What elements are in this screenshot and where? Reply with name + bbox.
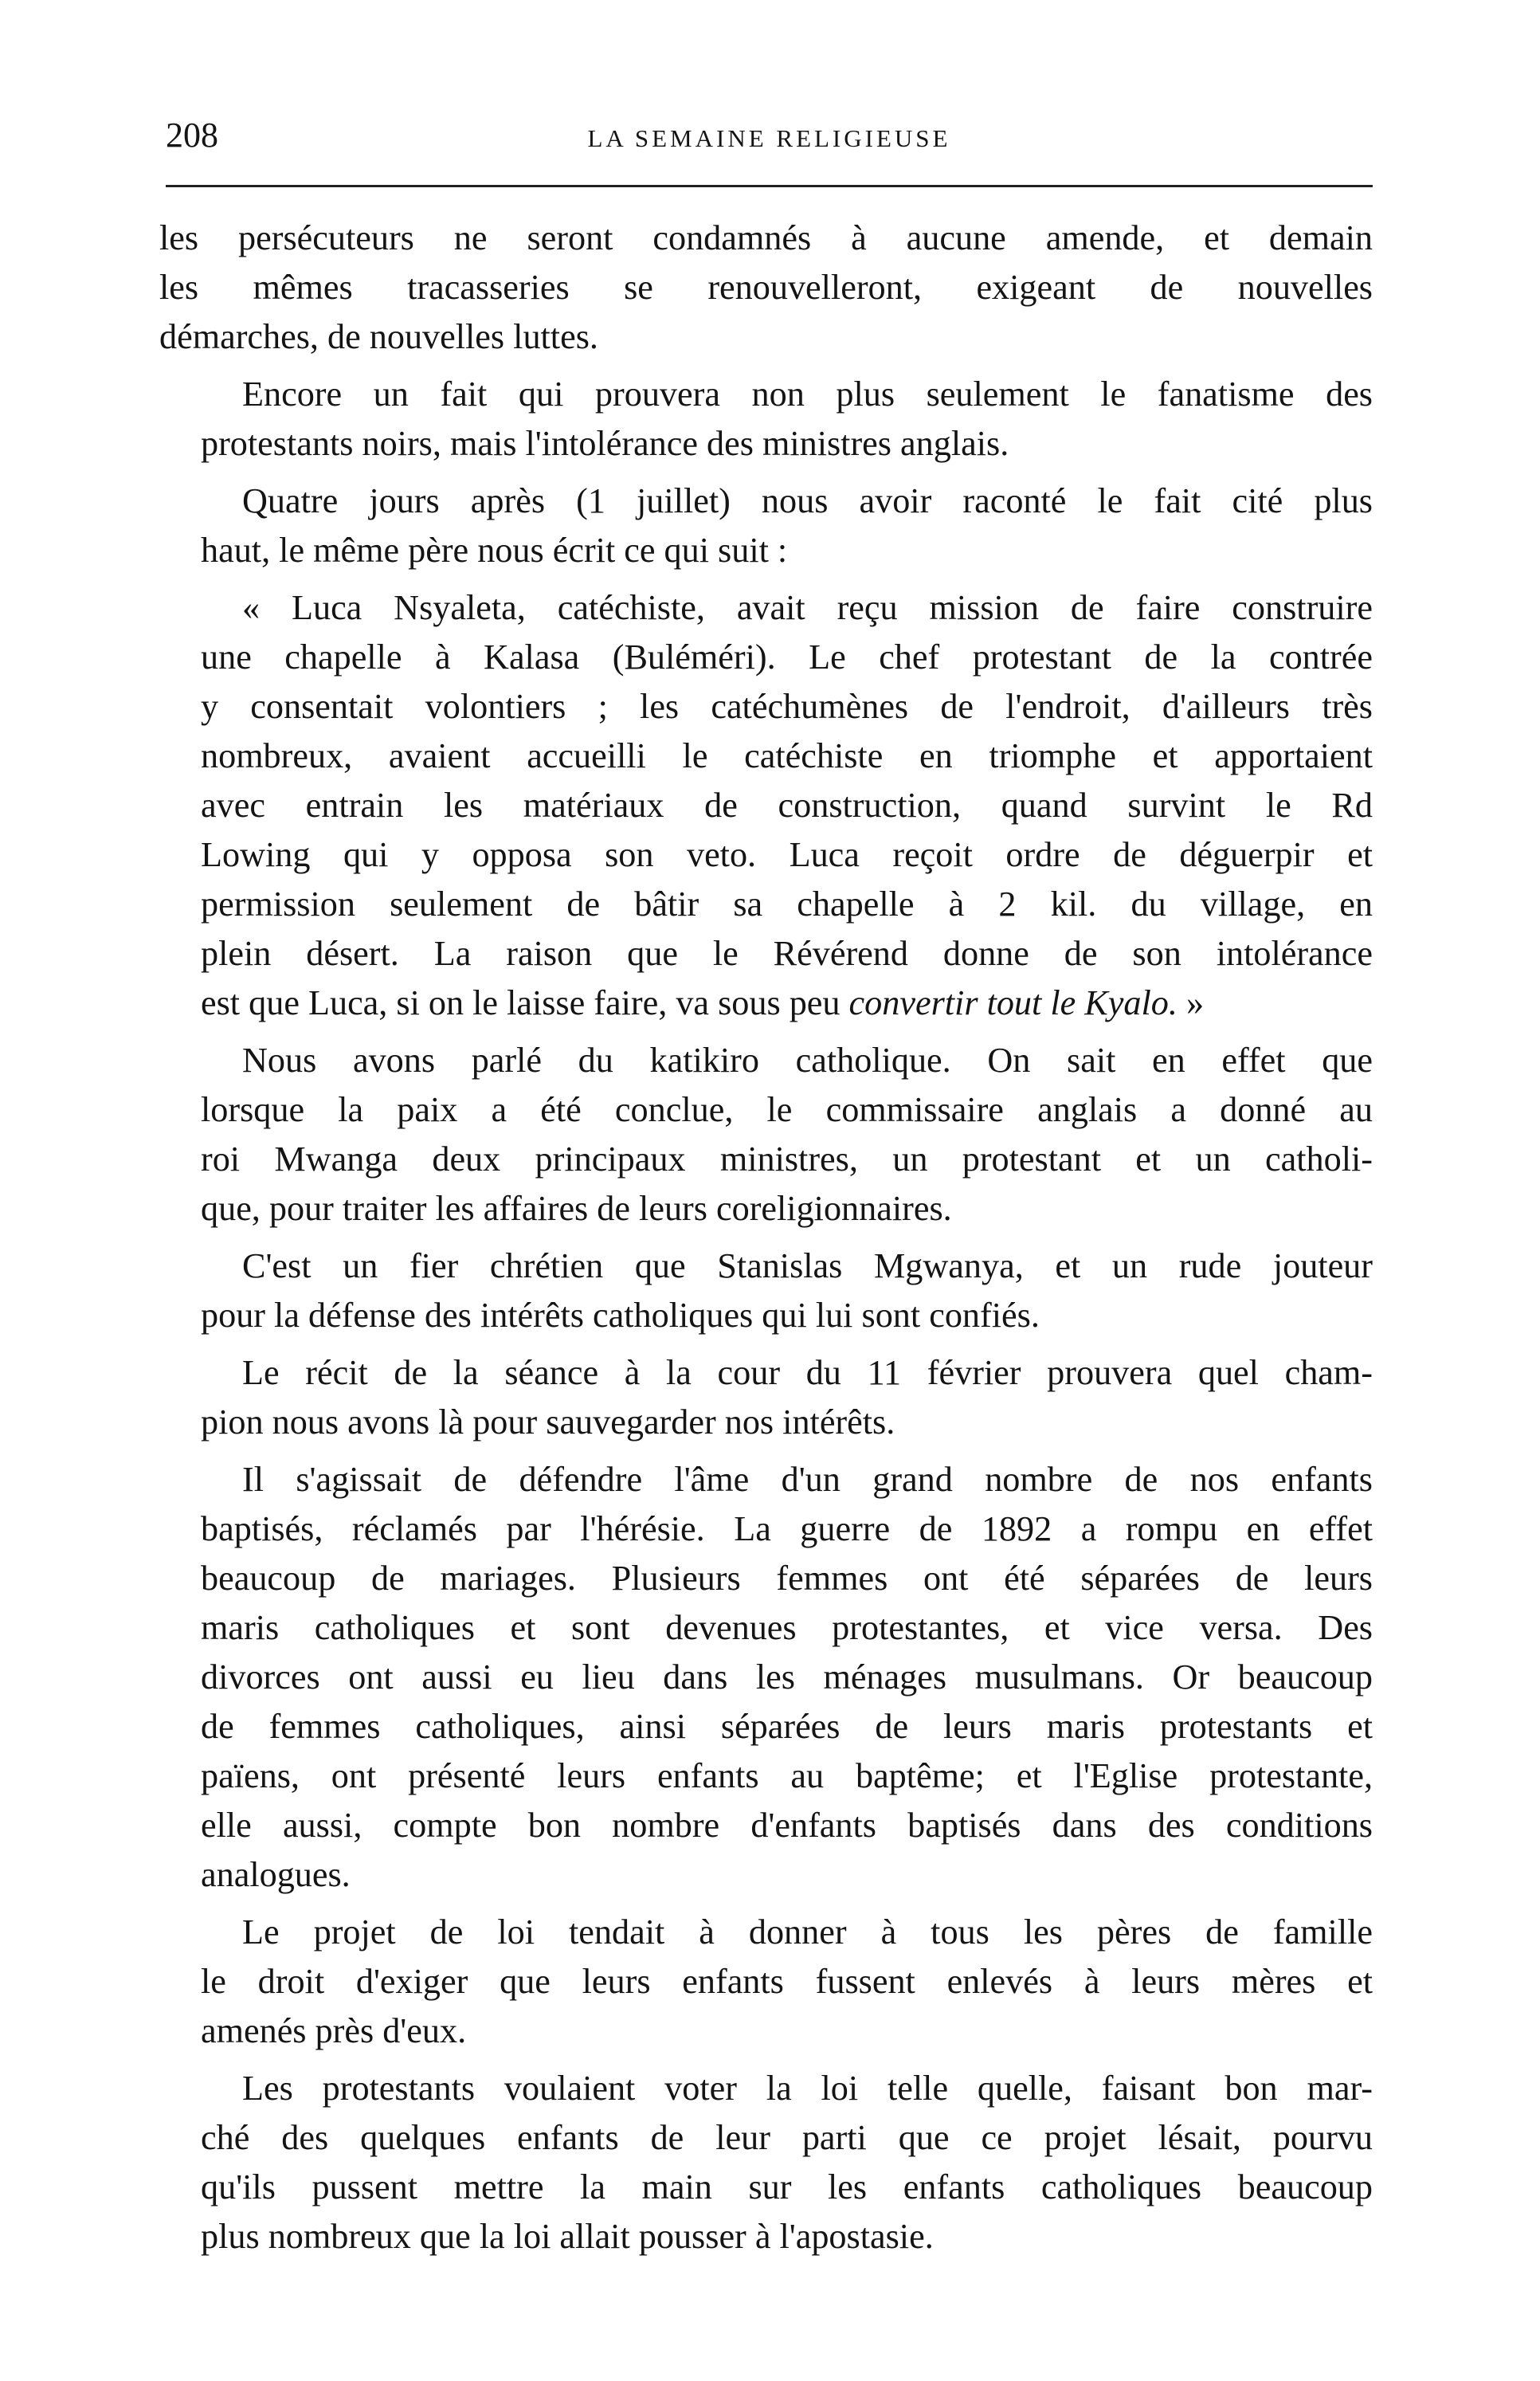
paragraph-7: [159, 1348, 1373, 1447]
text-line: permission seulement de bâtir sa chapelle à 2 kil. du village, en: [201, 885, 1373, 924]
text-line: Il s'agissait de défendre l'âme d'un grand nombre de nos enfants: [242, 1460, 1373, 1499]
paragraph-1: [159, 214, 1373, 362]
text-line: C'est un fier chrétien que Stanislas Mgwanya, et un rude jouteur: [242, 1246, 1373, 1285]
text-line: Le projet de loi tendait à donner à tous les pères de famille: [242, 1912, 1373, 1951]
paragraph-10: [159, 2064, 1373, 2261]
text-line: Le récit de la séance à la cour du 11 février prouvera quel cham-: [242, 1353, 1373, 1392]
text-line: Nous avons parlé du katikiro catholique. On sait en effet que: [242, 1041, 1373, 1080]
italic-phrase: convertir tout le Kyalo.: [848, 983, 1178, 1022]
body-text: [159, 214, 1373, 2269]
paragraph-9: [159, 1908, 1373, 2056]
page-header: [166, 112, 1373, 159]
text-line: pion nous avons là pour sauvegarder nos intérêts.: [201, 1402, 895, 1442]
text-line: nombreux, avaient accueilli le catéchiste en triomphe et apportaient: [201, 736, 1373, 775]
closing-quote: »: [1177, 983, 1205, 1022]
text-line: une chapelle à Kalasa (Buléméri). Le chef protestant de la contrée: [201, 637, 1373, 677]
text-line: païens, ont présenté leurs enfants au baptême; et l'Eglise protestante,: [201, 1756, 1373, 1795]
text-line: maris catholiques et sont devenues protestantes, et vice versa. Des: [201, 1608, 1373, 1647]
text-line: roi Mwanga deux principaux ministres, un protestant et un catholi-: [201, 1140, 1373, 1179]
text-line: de femmes catholiques, ainsi séparées de leurs maris protestants et: [201, 1707, 1373, 1746]
paragraph-2: [159, 370, 1373, 469]
text-line: analogues.: [201, 1855, 351, 1894]
paragraph-8: [159, 1455, 1373, 1900]
paragraph-5: [159, 1036, 1373, 1234]
text-line: les persécuteurs ne seront condamnés à aucune amende, et demain: [159, 218, 1373, 257]
text-line: amenés près d'eux.: [201, 2011, 467, 2050]
text-line: Quatre jours après (1 juillet) nous avoir raconté le fait cité plus: [242, 481, 1373, 520]
text-line: divorces ont aussi eu lieu dans les ménages musulmans. Or beaucoup: [201, 1657, 1373, 1697]
text-line: y consentait volontiers ; les catéchumènes de l'endroit, d'ailleurs très: [201, 687, 1373, 726]
text-line: plein désert. La raison que le Révérend donne de son intolérance: [201, 934, 1373, 973]
text-line: « Luca Nsyaleta, catéchiste, avait reçu mission de faire construire: [242, 588, 1373, 627]
paragraph-6: [159, 1241, 1373, 1340]
text-line: qu'ils pussent mettre la main sur les enfants catholiques beaucoup: [201, 2167, 1373, 2206]
text-line: Encore un fait qui prouvera non plus seulement le fanatisme des: [242, 375, 1373, 414]
text-line: protestants noirs, mais l'intolérance des ministres anglais.: [201, 424, 1009, 463]
text-line: le droit d'exiger que leurs enfants fussent enlevés à leurs mères et: [201, 1962, 1373, 2001]
paragraph-4-quote: [159, 583, 1373, 1028]
text-line: elle aussi, compte bon nombre d'enfants baptisés dans des conditions: [201, 1806, 1373, 1845]
text-line: que, pour traiter les affaires de leurs coreligionnaires.: [201, 1189, 952, 1228]
text-segment: est que Luca, si on le laisse faire, va sous peu: [201, 983, 849, 1022]
running-head: LA SEMAINE RELIGIEUSE: [587, 124, 951, 152]
page-number: 208: [166, 116, 218, 155]
text-line: les mêmes tracasseries se renouvelleront, exigeant de nouvelles: [159, 268, 1373, 307]
text-line: ché des quelques enfants de leur parti que ce projet lésait, pourvu: [201, 2118, 1373, 2157]
text-line: plus nombreux que la loi allait pousser à l'apostasie.: [201, 2217, 934, 2256]
text-line: baptisés, réclamés par l'hérésie. La guerre de 1892 a rompu en effet: [201, 1509, 1373, 1548]
text-line: démarches, de nouvelles luttes.: [159, 317, 598, 356]
text-line: Les protestants voulaient voter la loi telle quelle, faisant bon mar-: [242, 2069, 1373, 2108]
text-line: pour la défense des intérêts catholiques qui lui sont confiés.: [201, 1296, 1040, 1335]
text-line: lorsque la paix a été conclue, le commissaire anglais a donné au: [201, 1090, 1373, 1129]
text-line: Lowing qui y opposa son veto. Luca reçoit ordre de déguerpir et: [201, 835, 1373, 874]
paragraph-3: [159, 477, 1373, 575]
text-line: beaucoup de mariages. Plusieurs femmes ont été séparées de leurs: [201, 1559, 1373, 1598]
text-line: haut, le même père nous écrit ce qui suit :: [201, 531, 788, 570]
text-line: [159, 979, 1373, 1028]
text-line: avec entrain les matériaux de construction, quand survint le Rd: [201, 786, 1373, 825]
header-rule: [166, 185, 1373, 187]
